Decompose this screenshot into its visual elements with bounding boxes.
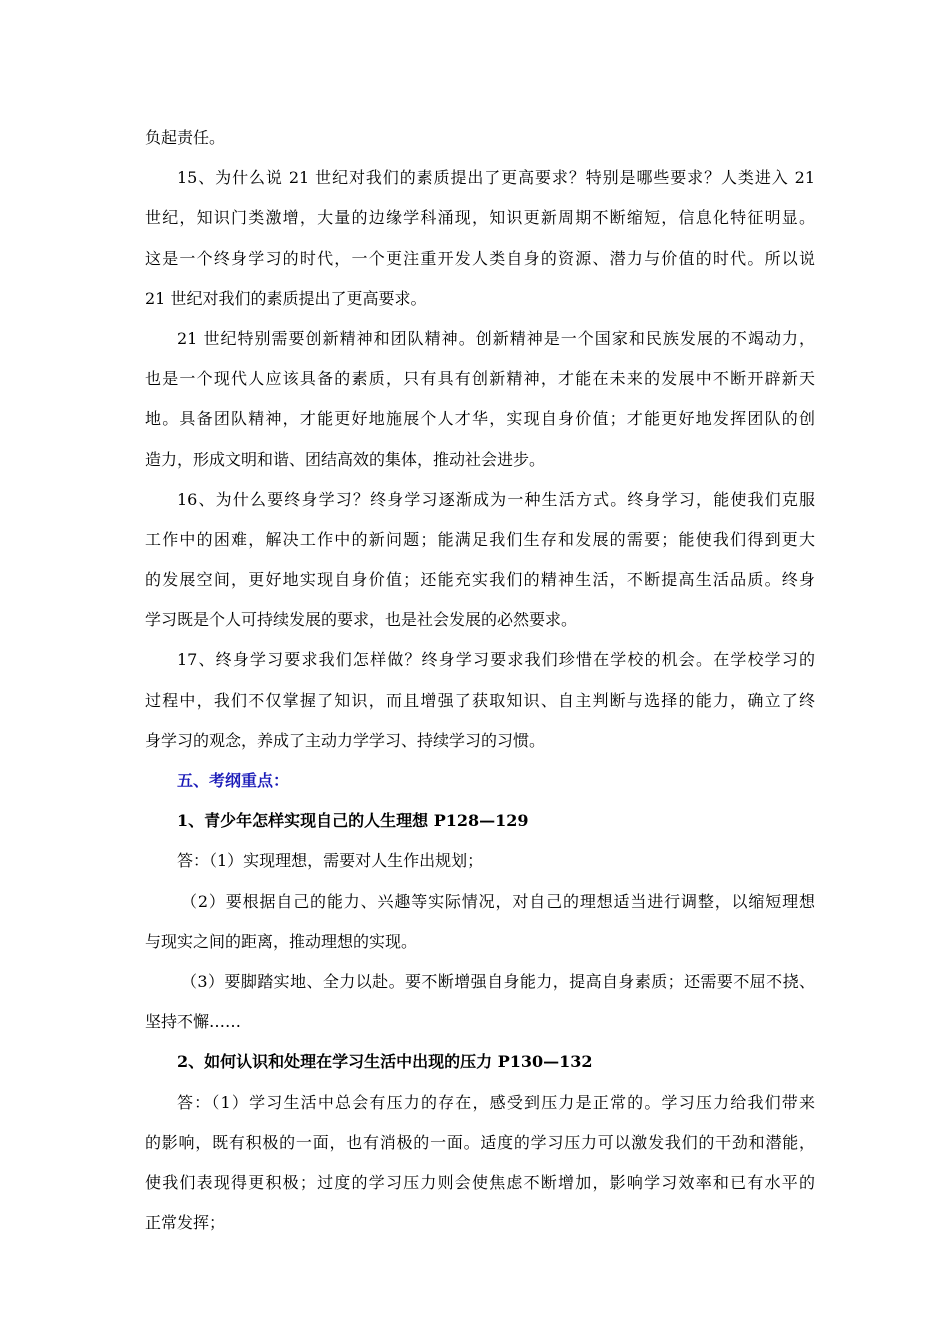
text-line: 的发展空间，更好地实现自身价值；还能充实我们的精神生活，不断提高生活品质。终身 (145, 570, 815, 590)
text-line: 也是一个现代人应该具备的素质，只有具有创新精神，才能在未来的发展中不断开辟新天 (145, 369, 815, 389)
text-line: （2）要根据自己的能力、兴趣等实际情况，对自己的理想适当进行调整，以缩短理想 (181, 891, 815, 911)
document-body (145, 118, 815, 1243)
text-line: 坚持不懈…… (145, 1012, 242, 1032)
section-heading: 五、考纲重点： (177, 771, 290, 790)
text-line: 地。具备团队精神，才能更好地施展个人才华，实现自身价值；才能更好地发挥团队的创 (145, 409, 815, 429)
text-line: 的影响，既有积极的一面，也有消极的一面。适度的学习压力可以激发我们的干劲和潜能， (145, 1132, 815, 1152)
answer-line: 答：（1）实现理想，需要对人生作出规划； (177, 851, 484, 871)
text-line: 世纪，知识门类激增，大量的边缘学科涌现，知识更新周期不断缩短，信息化特征明显。 (145, 208, 815, 228)
text-line: 造力，形成文明和谐、团结高效的集体，推动社会进步。 (145, 449, 546, 469)
topic-2-heading: 2、如何认识和处理在学习生活中出现的压力 P130—132 (177, 1052, 593, 1072)
text-line: 这是一个终身学习的时代，一个更注重开发人类自身的资源、潜力与价值的时代。所以说 (145, 248, 815, 268)
answer-line: 答：（1）学习生活中总会有压力的存在，感受到压力是正常的。学习压力给我们带来 (177, 1092, 815, 1112)
text-line: 与现实之间的距离，推动理想的实现。 (145, 931, 418, 951)
text-line: 工作中的困难，解决工作中的新问题；能满足我们生存和发展的需要；能使我们得到更大 (145, 529, 815, 549)
text-line: 学习既是个人可持续发展的要求，也是社会发展的必然要求。 (145, 610, 578, 630)
question-15-line: 15、为什么说 21 世纪对我们的素质提出了更高要求？特别是哪些要求？人类进入 21 (177, 168, 815, 188)
text-line: 过程中，我们不仅掌握了知识，而且增强了获取知识、自主判断与选择的能力，确立了终 (145, 690, 815, 710)
text-line: 使我们表现得更积极；过度的学习压力则会使焦虑不断增加，影响学习效率和已有水平的 (145, 1172, 815, 1192)
question-16-line: 16、为什么要终身学习？终身学习逐渐成为一种生活方式。终身学习，能使我们克服 (177, 489, 815, 509)
text-line: （3）要脚踏实地、全力以赴。要不断增强自身能力，提高自身素质；还需要不屈不挠、 (181, 971, 815, 991)
topic-1-heading: 1、青少年怎样实现自己的人生理想 P128—129 (177, 811, 529, 831)
text-line: 负起责任。 (145, 128, 226, 147)
text-line: 21 世纪对我们的素质提出了更高要求。 (145, 288, 427, 308)
text-line: 正常发挥； (145, 1213, 226, 1233)
text-line: 身学习的观念，养成了主动力学学习、持续学习的习惯。 (145, 730, 546, 750)
question-17-line: 17、终身学习要求我们怎样做？终身学习要求我们珍惜在学校的机会。在学校学习的 (177, 650, 815, 670)
paragraph-start-line: 21 世纪特别需要创新精神和团队精神。创新精神是一个国家和民族发展的不竭动力， (177, 328, 815, 348)
